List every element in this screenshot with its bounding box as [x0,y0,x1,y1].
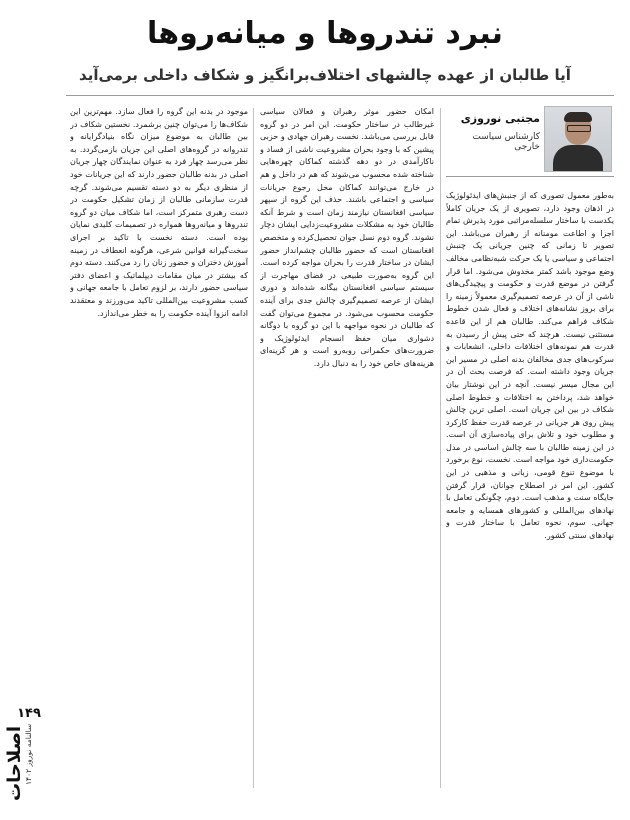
column-3-text: موجود در بدنه این گروه را فعال سازد. مهم‌ترین این شکاف‌ها را می‌توان چنین برشمرد. نخستین شکاف در بین طالبان به موضوع میزان نگاه بنیادگرایانه و تندروانه در گروه‌های اصلی این جریان بازمی‌گردد. به نظر می‌رسد چهار فرد به عنوان نمایندگان چهار جریان اصلی در بدنه طالبان حضور دارند که این جریانات خود از منظری دیگر به دو دسته تقسیم می‌شوند. گرچه قدرت سازمانی طالبان از زمان تشکیل حکومت در دست رهبری متمرکز است، اما شکاف میان دو گروه تندروها و میانه‌روها همواره در تصمیمات کلیدی نمایان بوده است. دسته نخست با تاکید بر اجرای سخت‌گیرانه قوانین شرعی، هرگونه انعطاف در زمینه آموزش دختران و حضور زنان را رد می‌کنند. دسته دوم که بیشتر در میان مقامات دیپلماتیک و اعضای دفتر سیاسی حضور دارند، بر لزوم تعامل با جامعه جهانی و کسب مشروعیت بین‌المللی تاکید می‌ورزند و معتقدند ادامه انزوا آینده حکومت را به خطر می‌اندازد. [70,107,248,318]
article-column-2 [260,106,434,790]
article-subtitle: آیا طالبان از عهده چالشهای اختلاف‌برانگیز و شکاف داخلی برمی‌آید [79,66,571,84]
author-photo [544,106,612,172]
column-1-text: به‌طور معمول تصوری که از جنبش‌های ایدئولوژیک در اذهان وجود دارد، تصویری از یک جریان کاملاً یکدست با ساختار سلسله‌مراتبی مورد پذیرش تمام اجزا و اطاعت مومنانه از رهبران می‌باشد. این تصویر تا زمانی که چنین جریانی یک چنبش اجتماعی و سیاسی یا یک حرکت شبه‌نظامی مخالف وضع موجود باشد کمتر مخدوش می‌شود. اما قرار گرفتن در موضع قدرت و حکومت و پیچیدگی‌های ناشی از آن در عرصه تصمیم‌گیری معمولاً زمینه را برای بروز نشانه‌های اختلاف و فعال شدن خطوط شکاف فراهم می‌کند. طالبان هم از این قاعده مستثنی نیست. هرچند که حتی پیش از رسیدن به قدرت هم نمونه‌های اختلافات داخلی، انشعابات و سرکوب‌های جدی مخالفان بدنه اصلی در مسیر این جریان وجود داشته است. که فرصت بحث آن در این مجال میسر نیست. آنچه در این نوشتار بیان خواهد شد، پرداختن به اختلافات و خطوط اصلی شکاف در بین این جریان است. اصلی ترین چالش پیش روی هر جریانی در عرصه قدرت حفظ کارکرد و مطلوب خود و تلاش برای پیاده‌سازی آن است. در این زمینه طالبان با سه چالش اساسی در مدل حکومت‌داری خود مواجه است. نخست، نوع برخورد با موضوع تنوع قومی، زبانی و مذهبی در این کشور. این امر در اصطلاح جوانان، قرار گرفتن جایگاه سنت و مذهب است. دوم، چگونگی تعامل با نهادهای بین‌المللی و کشورهای همسایه و جامعه جهانی. سوم، نحوه تعامل با ساختار قدرت و نهادهای سنتی کشور. [446,191,614,541]
edition-label: سالنامه نوروز ۱۴۰۲ [24,724,33,786]
article-column-3 [70,106,248,790]
header-divider [66,95,614,96]
column-divider [440,108,441,788]
column-2-text: امکان حضور موثر رهبران و فعالان سیاسی غیرطالب در ساختار حکومت. این امر در دو گروه قابل بررسی می‌باشد. نخست رهبران جهادی و حزبی پیشین که با وجود بحران مشروعیت ناشی از فساد و ناکارآمدی در دو دهه گذشته کماکان چهره‌هایی شناخته شده محسوب می‌شوند که هم در داخل و هم در خارج می‌توانند کماکان محل رجوع جریانات سیاسی و اجتماعی باشند. حذف این گروه از سپهر سیاسی افغانستان نیازمند زمان است و شرط آنکه طالبان خود به مشکلات مشروعیت‌زدایی ایشان دچار نشوند. گروه دوم نسل جوان تحصیل‌کرده و متخصص افغانستان است که حضور طالبان چشم‌انداز حضور ایشان در ساختار قدرت را بحران مواجه کرده است. این گروه به‌صورت طبیعی در فضای مهاجرت از سیستم سیاسی افغانستان بیگانه شده‌اند و دوری ایشان از عرصه تصمیم‌گیری چالش جدی برای آینده حکومت محسوب می‌شود. در مجموع می‌توان گفت که طالبان در نحوه مواجهه با این دو گروه با دوگانه دشواری میان حفظ انسجام ایدئولوژیک و ضرورت‌های حکمرانی روبه‌رو است و هر گزینه‌ای هزینه‌های خاص خود را به دنبال دارد. [260,107,434,368]
column-divider [253,108,254,788]
page-number: ۱۴۹ [17,706,41,721]
article-title: نبرد تندروها و میانه‌روها [147,16,503,51]
magazine-logo: اصلاحات [4,726,25,802]
author-box [446,106,614,192]
author-divider [446,176,614,177]
article-column-1 [446,190,614,790]
author-name: مجتبی نوروزی [460,112,540,125]
author-role: کارشناس سیاست خارجی [472,132,540,152]
